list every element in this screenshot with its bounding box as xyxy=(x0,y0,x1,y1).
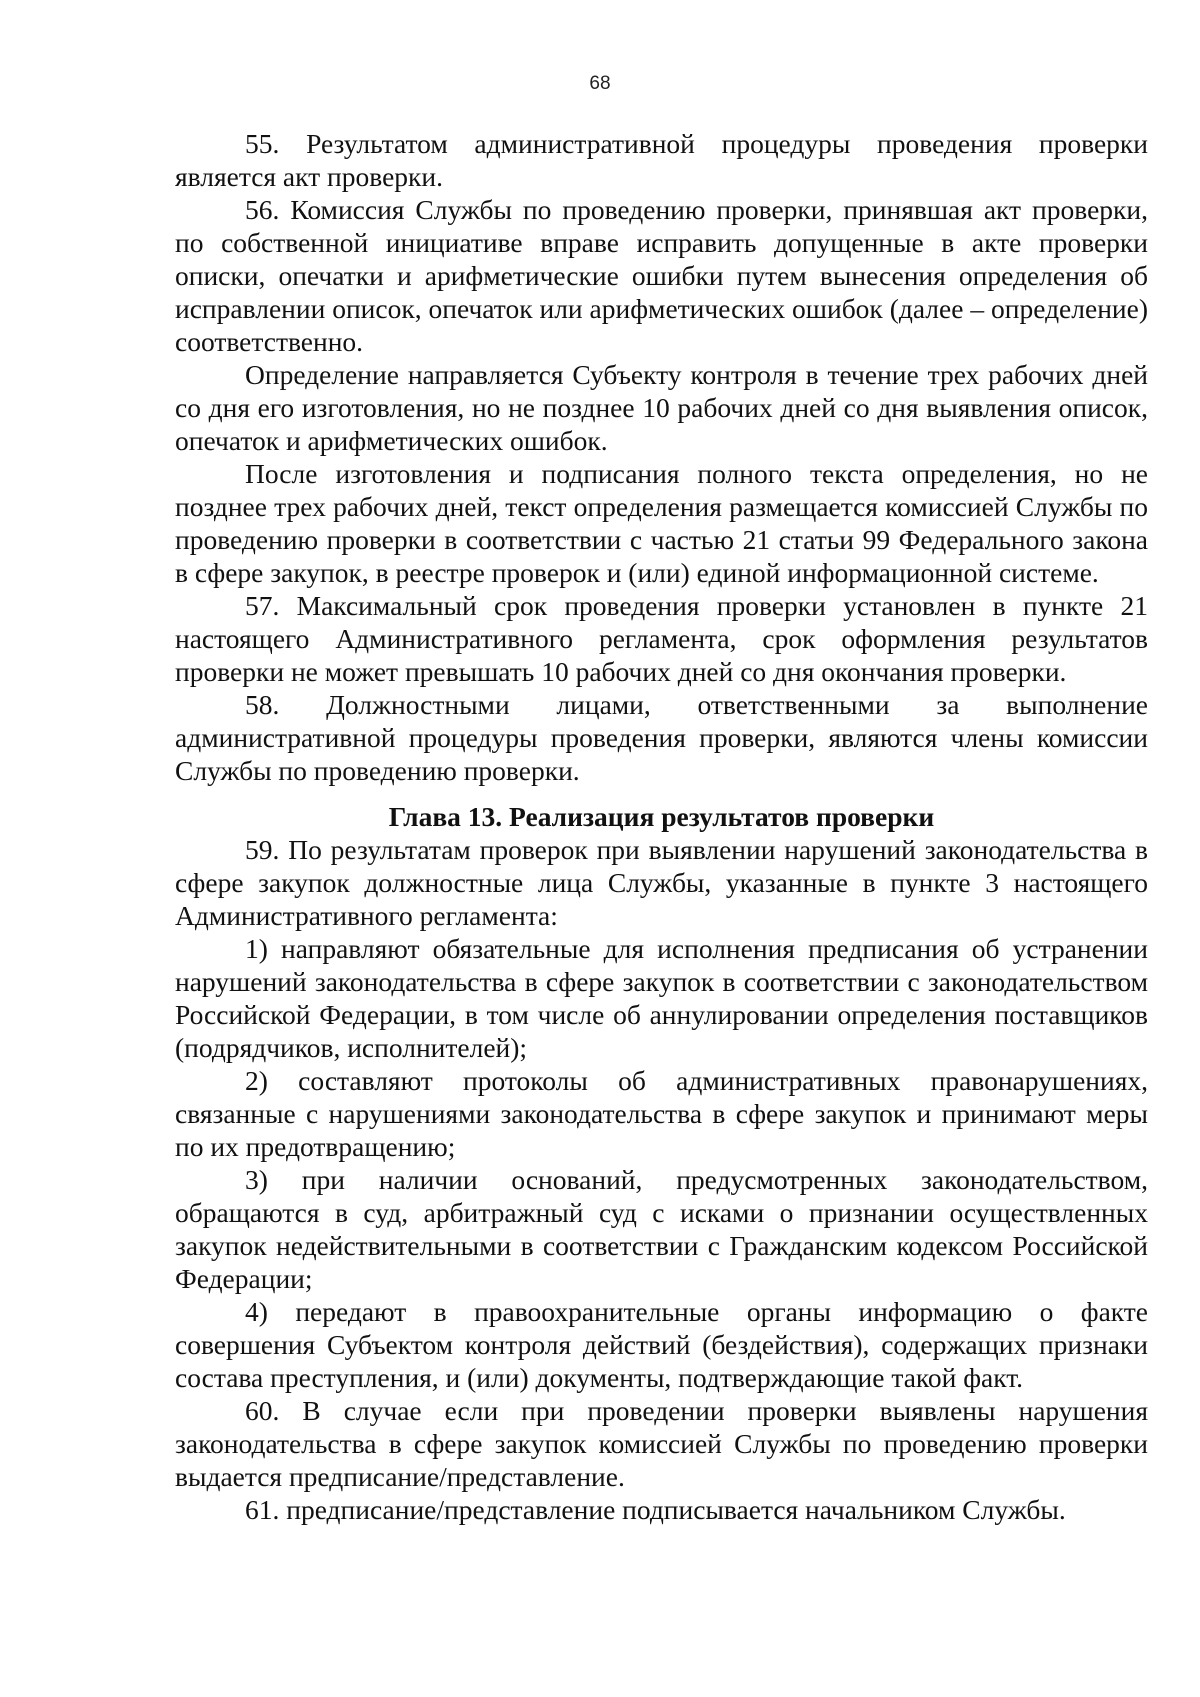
paragraph-60: 60. В случае если при проведении проверки выявлены нарушения законодательства в сфере закупок комиссией Службы по проведению проверки выдается предписание/представление. xyxy=(175,1395,1148,1492)
paragraph-57: 57. Максимальный срок проведения проверки установлен в пункте 21 настоящего Административного регламента, срок оформления результатов проверки не может превышать 10 рабочих дней со дня окончания проверки. xyxy=(175,590,1148,687)
paragraph-59-item-3: 3) при наличии оснований, предусмотренных законодательством, обращаются в суд, арбитражный суд с исками о признании осуществленных закупок недействительными в соответствии с Гражданским кодексом Российской Федерации; xyxy=(175,1164,1148,1294)
paragraph-59-item-1: 1) направляют обязательные для исполнения предписания об устранении нарушений законодательства в сфере закупок в соответствии с законодательством Российской Федерации, в том числе об аннулировании определения поставщиков (подрядчиков, исполнителей); xyxy=(175,933,1148,1063)
chapter-heading: Глава 13. Реализация результатов проверки xyxy=(388,801,935,832)
paragraph-56-determination-sent: Определение направляется Субъекту контроля в течение трех рабочих дней со дня его изготовления, но не позднее 10 рабочих дней со дня выявления описок, опечаток и арифметических ошибок. xyxy=(175,359,1148,456)
paragraph-56: 56. Комиссия Службы по проведению проверки, принявшая акт проверки, по собственной инициативе вправе исправить допущенные в акте проверки описки, опечатки и арифметические ошибки путем вынесения определения об исправлении описок, опечаток или арифметических ошибок (далее – определение) соответственно. xyxy=(175,194,1148,357)
document-body xyxy=(175,127,1148,1526)
paragraph-55: 55. Результатом административной процедуры проведения проверки является акт проверки. xyxy=(175,128,1148,192)
paragraph-59: 59. По результатам проверок при выявлении нарушений законодательства в сфере закупок должностные лица Службы, указанные в пункте 3 настоящего Административного регламента: xyxy=(175,834,1148,931)
paragraph-59-item-4: 4) передают в правоохранительные органы информацию о факте совершения Субъектом контроля действий (бездействия), содержащих признаки состава преступления, и (или) документы, подтверждающие такой факт. xyxy=(175,1296,1148,1393)
paragraph-61: 61. предписание/представление подписывается начальником Службы. xyxy=(245,1494,1066,1525)
paragraph-56-determination-published: После изготовления и подписания полного текста определения, но не позднее трех рабочих дней, текст определения размещается комиссией Службы по проведению проверки в соответствии с частью 21 статьи 99 Федерального закона в сфере закупок, в реестре проверок и (или) единой информационной системе. xyxy=(175,458,1148,588)
paragraph-59-item-2: 2) составляют протоколы об административных правонарушениях, связанные с нарушениями законодательства в сфере закупок и принимают меры по их предотвращению; xyxy=(175,1065,1148,1162)
paragraph-58: 58. Должностными лицами, ответственными за выполнение административной процедуры проведения проверки, являются члены комиссии Службы по проведению проверки. xyxy=(175,689,1148,786)
page-number: 68 xyxy=(589,73,611,94)
